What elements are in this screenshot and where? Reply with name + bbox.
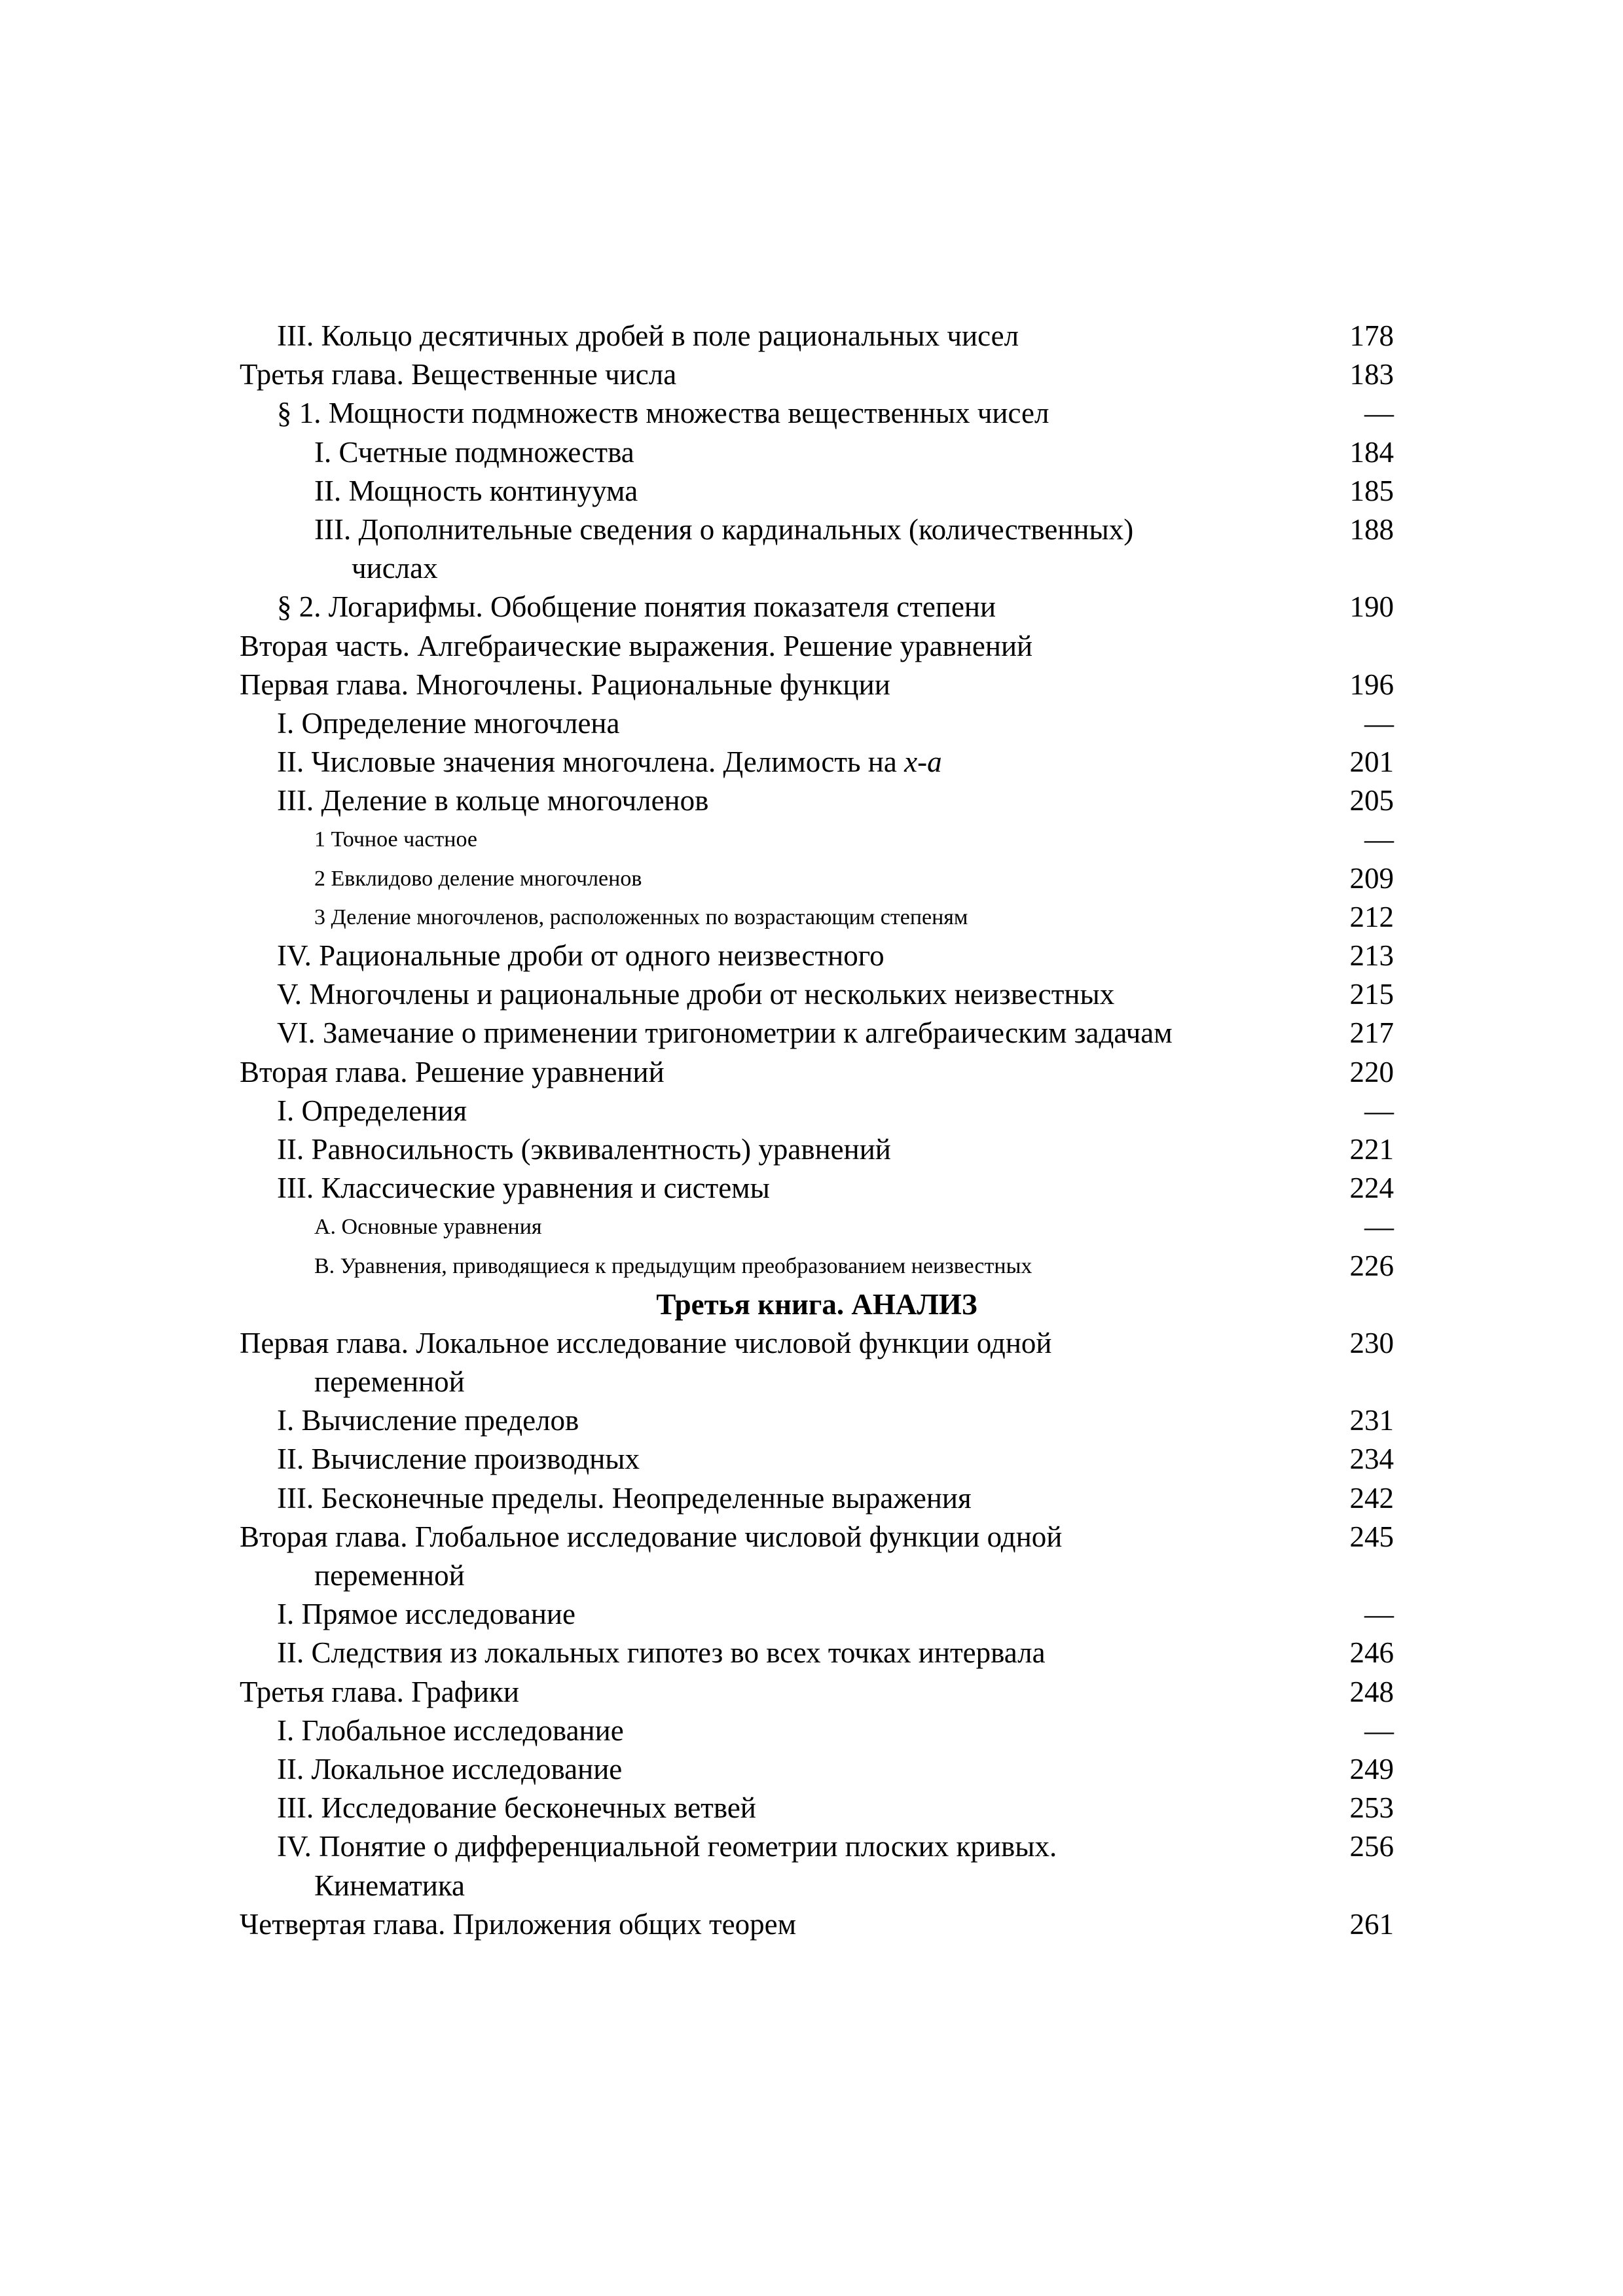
toc-entry-title bbox=[277, 1634, 1046, 1672]
toc-entry-title bbox=[277, 781, 708, 820]
toc-entry-title-text: II. Вычисление производных bbox=[277, 1443, 640, 1476]
toc-entry-title bbox=[277, 1014, 1173, 1052]
toc-entry bbox=[240, 355, 1394, 394]
toc-entry-page-number: 196 bbox=[1349, 668, 1394, 701]
toc-entry-page-number: 212 bbox=[1349, 900, 1394, 933]
toc-entry bbox=[240, 666, 1394, 704]
toc-entry-title bbox=[277, 1712, 624, 1750]
toc-entry-title-continuation: переменной bbox=[314, 1559, 465, 1592]
toc-entry-page-number: — bbox=[1364, 1210, 1394, 1244]
toc-entry bbox=[240, 1092, 1394, 1130]
toc-entry bbox=[240, 1479, 1394, 1518]
toc-entry-italic-term: x-a bbox=[904, 745, 942, 779]
toc-entry-page-number: 190 bbox=[1349, 590, 1394, 624]
toc-entry-title-text: Третья глава. Вещественные числа bbox=[240, 358, 677, 391]
toc-entry-title bbox=[314, 511, 1336, 549]
toc-entry bbox=[240, 511, 1394, 588]
toc-entry bbox=[240, 1324, 1394, 1401]
toc-entry-title-text: II. Равносильность (эквивалентность) уравнений bbox=[277, 1132, 891, 1166]
toc-entry-title bbox=[277, 1479, 972, 1518]
toc-entry-title-text: III. Кольцо десятичных дробей в поле рациональных чисел bbox=[277, 319, 1019, 352]
toc-entry-title bbox=[314, 1208, 542, 1246]
toc-entry bbox=[240, 1518, 1394, 1595]
toc-entry-title-text: IV. Рациональные дроби от одного неизвестного bbox=[277, 939, 884, 973]
toc-entry-title bbox=[277, 704, 619, 743]
toc-entry-title bbox=[277, 743, 942, 781]
toc-entry-title-continuation: переменной bbox=[314, 1365, 465, 1399]
toc-entry bbox=[240, 859, 1394, 898]
toc-entry-title bbox=[240, 1905, 796, 1944]
toc-entry-title-text: VI. Замечание о применении тригонометрии к алгебраическим задачам bbox=[277, 1016, 1173, 1050]
toc-entry-title-continuation: Кинематика bbox=[314, 1869, 465, 1902]
toc-entry bbox=[240, 743, 1394, 781]
toc-entry-title bbox=[240, 1673, 519, 1712]
toc-entry bbox=[240, 472, 1394, 511]
toc-entry-title-text: II. Следствия из локальных гипотез во всех точках интервала bbox=[277, 1636, 1046, 1670]
toc-entry-page-number: — bbox=[1364, 1713, 1394, 1747]
toc-entry bbox=[240, 975, 1394, 1014]
toc-entry bbox=[240, 1247, 1394, 1285]
toc-entry bbox=[240, 588, 1394, 626]
toc-entry bbox=[240, 1595, 1394, 1634]
toc-entry-title-text: IV. Понятие о дифференциальной геометрии плоских кривых. bbox=[277, 1830, 1057, 1863]
toc-section-algebra bbox=[240, 317, 1394, 1285]
toc-entry-title bbox=[240, 627, 1032, 666]
toc-entry-title bbox=[277, 975, 1114, 1014]
toc-entry-title bbox=[314, 898, 968, 937]
toc-entry-title bbox=[240, 355, 676, 394]
toc-entry bbox=[240, 898, 1394, 937]
toc-entry bbox=[240, 1401, 1394, 1440]
toc-entry-title-text: I. Определения bbox=[277, 1094, 467, 1127]
toc-section-analysis bbox=[240, 1324, 1394, 1944]
toc-entry-title bbox=[314, 433, 634, 472]
toc-entry-title-text: III. Дополнительные сведения о кардинальных (количественных) bbox=[314, 512, 1134, 546]
toc-entry bbox=[240, 1905, 1394, 1944]
toc-entry bbox=[240, 1673, 1394, 1712]
toc-entry bbox=[240, 1053, 1394, 1092]
toc-entry-title bbox=[240, 1518, 1261, 1556]
toc-entry bbox=[240, 937, 1394, 975]
toc-entry-title-text: III. Бесконечные пределы. Неопределенные выражения bbox=[277, 1481, 972, 1515]
toc-entry-page-number: 183 bbox=[1349, 358, 1394, 391]
toc-entry-title bbox=[277, 1092, 467, 1130]
toc-entry-title-text: Первая глава. Многочлены. Рациональные функции bbox=[240, 668, 890, 701]
toc-entry-title-text: § 2. Логарифмы. Обобщение понятия показателя степени bbox=[277, 590, 996, 624]
toc-entry-page-number: 213 bbox=[1349, 939, 1394, 973]
toc-entry-page-number: 215 bbox=[1349, 978, 1394, 1011]
toc-entry bbox=[240, 1634, 1394, 1672]
toc-entry bbox=[240, 704, 1394, 743]
toc-entry-page-number: 245 bbox=[1349, 1520, 1394, 1553]
toc-entry-title-text: A. Основные уравнения bbox=[314, 1215, 542, 1240]
toc-entry-title-text: II. Локальное исследование bbox=[277, 1752, 623, 1785]
toc-entry-page-number: — bbox=[1364, 397, 1394, 430]
toc-entry bbox=[240, 433, 1394, 472]
toc-entry bbox=[240, 1750, 1394, 1789]
toc-entry-title bbox=[240, 1324, 1261, 1363]
toc-entry-title bbox=[314, 820, 477, 859]
toc-entry-page-number: 201 bbox=[1349, 745, 1394, 779]
toc-entry-title-text: III. Деление в кольце многочленов bbox=[277, 784, 709, 817]
toc-entry-page-number: 248 bbox=[1349, 1675, 1394, 1708]
toc-entry-title bbox=[277, 1440, 640, 1479]
toc-entry-page-number: 242 bbox=[1349, 1481, 1394, 1515]
toc-entry-title bbox=[277, 937, 884, 975]
toc-entry-page-number: 209 bbox=[1349, 861, 1394, 895]
toc-entry-title bbox=[277, 1827, 1298, 1866]
toc-entry-title-text: 2 Евклидово деление многочленов bbox=[314, 866, 642, 891]
toc-entry-title-text: II. Мощность континуума bbox=[314, 474, 638, 507]
toc-entry-title bbox=[314, 859, 642, 898]
toc-entry-title-text: I. Определение многочлена bbox=[277, 706, 620, 740]
toc-entry-title-text: Первая глава. Локальное исследование числовой функции одной bbox=[240, 1326, 1052, 1359]
toc-entry-page-number: 234 bbox=[1349, 1443, 1394, 1476]
toc-entry-title bbox=[277, 588, 996, 626]
toc-entry-title bbox=[277, 394, 1049, 433]
toc-entry-title-text: Вторая часть. Алгебраические выражения. Решение уравнений bbox=[240, 629, 1033, 662]
toc-entry-title-continuation: числах bbox=[352, 552, 438, 585]
toc-entry-title-text: II. Числовые значения многочлена. Делимость на bbox=[277, 745, 905, 779]
toc-entry-page-number: 246 bbox=[1349, 1636, 1394, 1670]
toc-entry-title-text: 3 Деление многочленов, расположенных по возрастающим степеням bbox=[314, 905, 968, 929]
toc-entry bbox=[240, 820, 1394, 859]
toc-entry-page-number: — bbox=[1364, 706, 1394, 740]
toc-entry bbox=[240, 627, 1394, 666]
toc-entry-page-number: 224 bbox=[1349, 1172, 1394, 1205]
toc-entry bbox=[240, 1827, 1394, 1905]
toc-entry-title-text: Третья глава. Графики bbox=[240, 1675, 519, 1708]
toc-entry-title bbox=[277, 1401, 579, 1440]
toc-entry-page-number: 205 bbox=[1349, 784, 1394, 817]
toc-entry bbox=[240, 394, 1394, 433]
toc-entry bbox=[240, 1208, 1394, 1246]
toc-entry bbox=[240, 1789, 1394, 1827]
toc-entry-page-number: 188 bbox=[1349, 512, 1394, 546]
toc-entry-title-text: § 1. Мощности подмножеств множества вещественных чисел bbox=[277, 397, 1049, 430]
toc-entry bbox=[240, 781, 1394, 820]
toc-entry-page-number: 261 bbox=[1349, 1907, 1394, 1941]
toc-entry-title-text: Вторая глава. Решение уравнений bbox=[240, 1055, 665, 1088]
toc-entry-page-number: 256 bbox=[1349, 1830, 1394, 1863]
toc-entry-page-number: — bbox=[1364, 1598, 1394, 1631]
toc-entry bbox=[240, 1440, 1394, 1479]
toc-entry-title bbox=[240, 1053, 665, 1092]
toc-entry-title bbox=[277, 1595, 575, 1634]
toc-entry bbox=[240, 1014, 1394, 1052]
toc-entry-page-number: 249 bbox=[1349, 1752, 1394, 1785]
toc-entry-title bbox=[277, 1789, 756, 1827]
toc-entry bbox=[240, 1169, 1394, 1208]
toc-entry-title-text: I. Прямое исследование bbox=[277, 1598, 575, 1631]
toc-entry-title-text: Четвертая глава. Приложения общих теорем bbox=[240, 1907, 797, 1941]
toc-entry-title bbox=[314, 472, 638, 511]
toc-entry-page-number: 220 bbox=[1349, 1055, 1394, 1088]
toc-entry-title-text: 1 Точное частное bbox=[314, 827, 477, 852]
toc-entry-title bbox=[277, 317, 1019, 355]
toc-entry-title bbox=[314, 1247, 1032, 1285]
toc-entry-page-number: — bbox=[1364, 1094, 1394, 1127]
toc-entry-page-number: 253 bbox=[1349, 1791, 1394, 1825]
toc-entry-title-text: I. Вычисление пределов bbox=[277, 1404, 579, 1437]
toc-entry-title-text: Вторая глава. Глобальное исследование числовой функции одной bbox=[240, 1520, 1063, 1553]
toc-entry-page-number: 226 bbox=[1349, 1249, 1394, 1282]
toc-entry-title bbox=[277, 1169, 770, 1208]
toc-entry-title-text: I. Счетные подмножества bbox=[314, 435, 634, 469]
toc-entry-page-number: 184 bbox=[1349, 435, 1394, 469]
toc-entry-page-number: 230 bbox=[1349, 1326, 1394, 1359]
toc-entry-title-text: III. Классические уравнения и системы bbox=[277, 1172, 770, 1205]
toc-entry bbox=[240, 317, 1394, 355]
toc-entry-page-number: — bbox=[1364, 823, 1394, 856]
toc-entry bbox=[240, 1712, 1394, 1750]
toc-entry bbox=[240, 1130, 1394, 1169]
toc-entry-title-text: B. Уравнения, приводящиеся к предыдущим преобразованием неизвестных bbox=[314, 1253, 1032, 1278]
toc-entry-page-number: 221 bbox=[1349, 1132, 1394, 1166]
toc-entry-title-text: III. Исследование бесконечных ветвей bbox=[277, 1791, 756, 1825]
toc-entry-page-number: 217 bbox=[1349, 1016, 1394, 1050]
toc-entry-title bbox=[277, 1130, 891, 1169]
toc-entry-page-number: 178 bbox=[1349, 319, 1394, 352]
toc-entry-title bbox=[240, 666, 890, 704]
book-heading: Третья книга. АНАЛИЗ bbox=[656, 1287, 977, 1321]
toc-entry-page-number: 185 bbox=[1349, 474, 1394, 507]
toc-entry-title bbox=[277, 1750, 622, 1789]
table-of-contents bbox=[240, 317, 1394, 1944]
toc-entry-title-text: V. Многочлены и рациональные дроби от нескольких неизвестных bbox=[277, 978, 1115, 1011]
toc-entry-page-number: 231 bbox=[1349, 1404, 1394, 1437]
toc-entry-title-text: I. Глобальное исследование bbox=[277, 1713, 624, 1747]
